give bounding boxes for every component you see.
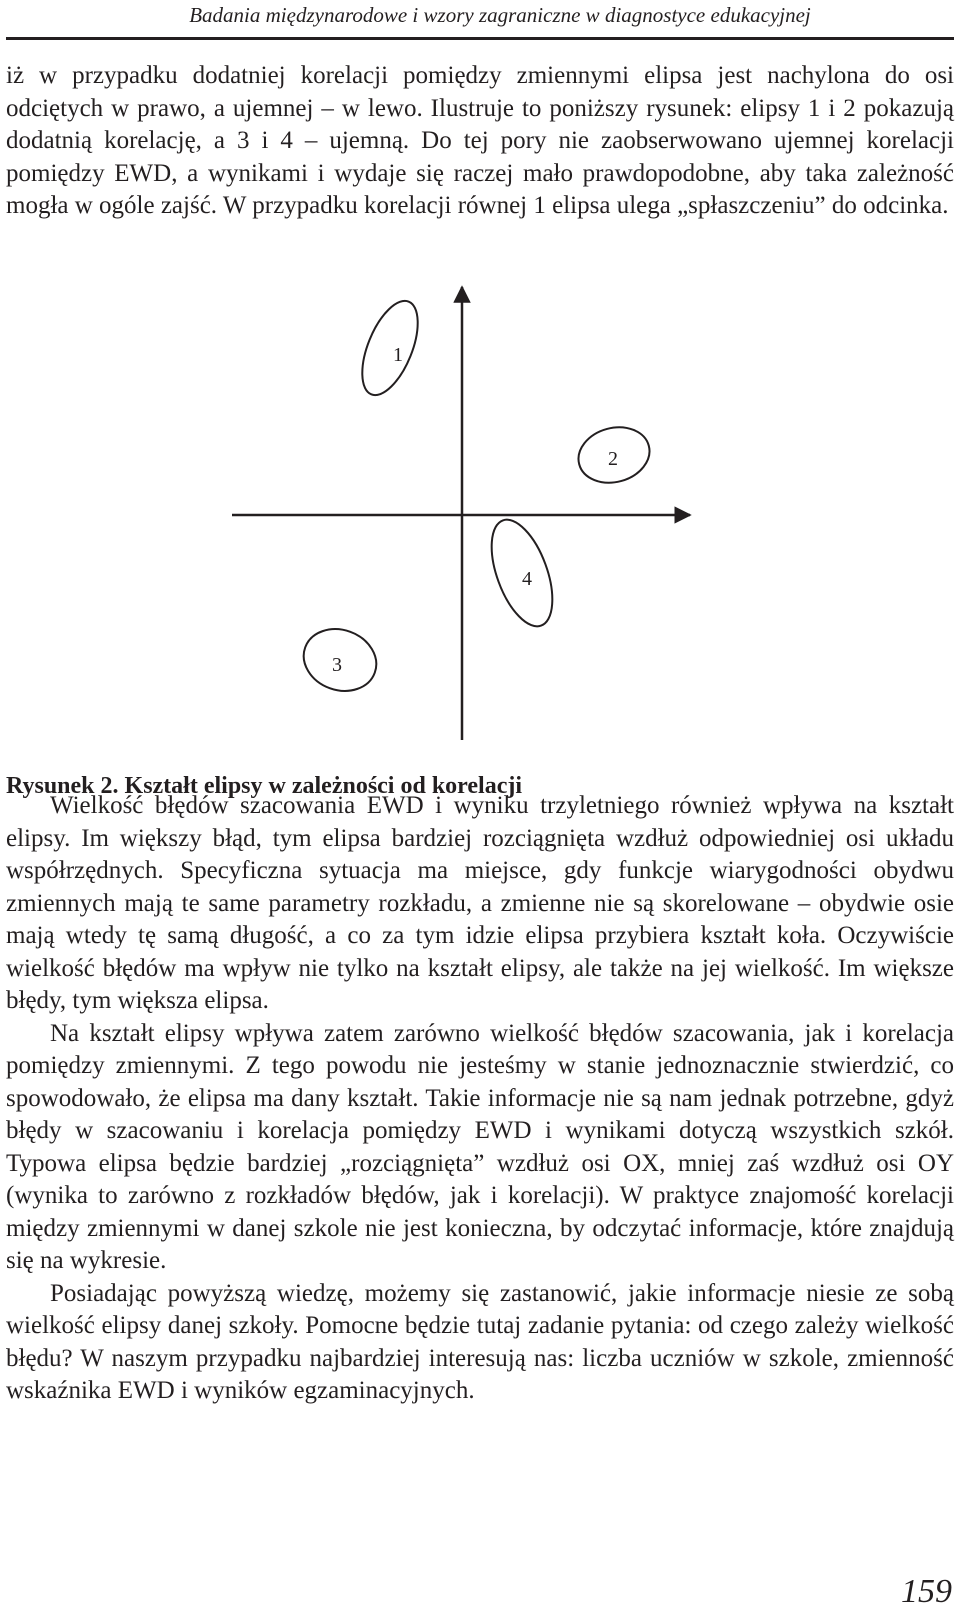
- ellipse-1: [351, 293, 429, 402]
- ellipse-3-label: 3: [332, 654, 342, 676]
- paragraph-3: Na kształt elipsy wpływa zatem zarówno wielkość błędów szacowania, jak i korelacja pomiędzy zmiennymi. Z tego powodu nie jesteśmy w stanie jednoznacznie stwierdzić, co spowodowało, że elipsa ma dany kształt. Takie informacje nie są nam jednak potrzebne, gdyż błędy w szacowaniu i korelacja pomiędzy EWD i wynikami dotyczą wszystkich szkół. Typowa elipsa będzie bardziej „rozciągnięta” wzdłuż osi OX, mniej zaś wzdłuż osi OY (wynika to zarówno z rozkładów błędów, jak i korelacji). W praktyce znajomość korelacji między zmiennymi w danej szkole nie jest konieczna, by odczytać informacje, które znajdują się na wykresie.: [6, 1019, 954, 1274]
- text-block-bottom: [6, 790, 954, 1408]
- page-number: 159: [901, 1573, 952, 1610]
- text-block-top: [6, 60, 954, 223]
- figure-caption: Rysunek 2. Kształt elipsy w zależności od korelacji: [6, 773, 523, 799]
- ellipse-2-label: 2: [608, 448, 618, 470]
- paragraph-2: Wielkość błędów szacowania EWD i wyniku trzyletniego również wpływa na kształt elipsy. Im większy błąd, tym elipsa bardziej rozciągnięta wzdłuż odpowiedniej osi układu współrzędnych. Specyficzna sytuacja ma miejsce, gdy funkcje wiarygodności obydwu zmiennych mają te same parametry rozkładu, a zmienne nie są skorelowane – obydwie osie mają wtedy tę samą długość, a co za tym idzie elipsa przybiera kształt koła. Oczywiście wielkość błędów ma wpływ nie tylko na kształt elipsy, ale także na jej wielkość. Im większe błędy, tym większa elipsa.: [6, 792, 954, 1014]
- header-rule: [6, 37, 954, 40]
- figure-svg: [200, 275, 740, 775]
- correlation-ellipse-figure: [200, 275, 740, 775]
- ellipse-4-label: 4: [522, 568, 532, 590]
- ellipse-1-label: 1: [393, 344, 403, 366]
- paragraph-1: iż w przypadku dodatniej korelacji pomiędzy zmiennymi elipsa jest nachylona do osi odciętych w prawo, a ujemnej – w lewo. Ilustruje to poniższy rysunek: elipsy 1 i 2 pokazują dodatnią korelację, a 3 i 4 – ujemną. Do tej pory nie zaobserwowano ujemnej korelacji pomiędzy EWD, a wynikami i wydaje się raczej mało prawdopodobne, aby taka zależność mogła w ogóle zajść. W przypadku korelacji równej 1 elipsa ulega „spłaszczeniu” do odcinka.: [6, 62, 954, 219]
- paragraph-4: Posiadając powyższą wiedzę, możemy się zastanowić, jakie informacje niesie ze sobą wielkość elipsy danej szkoły. Pomocne będzie tutaj zadanie pytania: od czego zależy wielkość błędu? W naszym przypadku najbardziej interesują nas: liczba uczniów w szkole, zmienność wskaźnika EWD i wyników egzaminacyjnych.: [6, 1279, 954, 1404]
- running-head: Badania międzynarodowe i wzory zagraniczne w diagnostyce edukacyjnej: [189, 3, 811, 27]
